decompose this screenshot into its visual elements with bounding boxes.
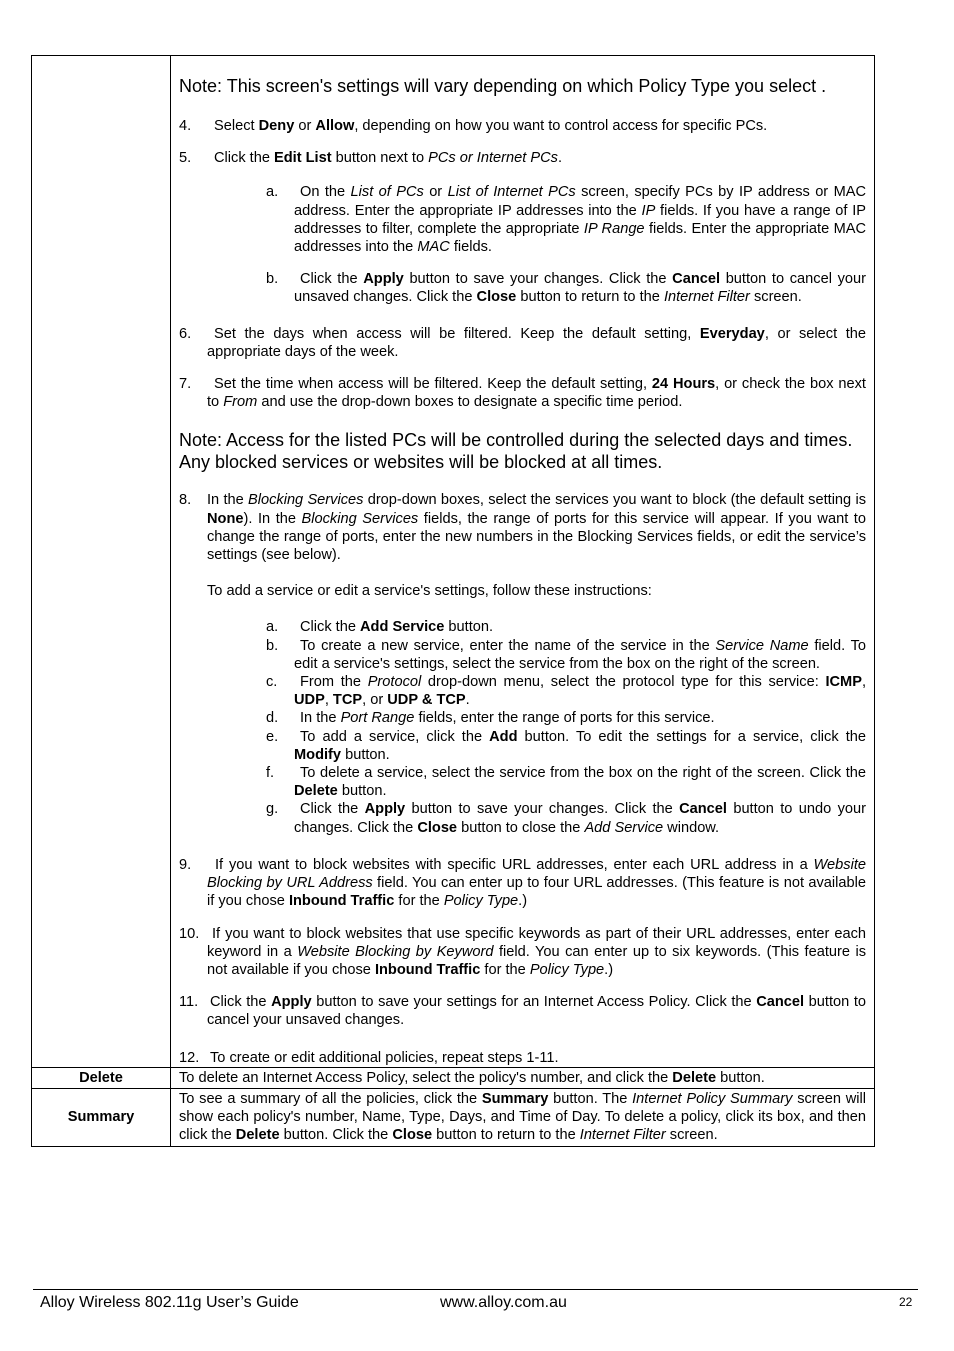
row-label-empty (32, 56, 171, 1067)
step-4: 4. Select Deny or Allow, depending on how you want to control access for specific PCs. (179, 118, 768, 134)
step-8-intro: To add a service or edit a service's settings, follow these instructions: (207, 583, 652, 600)
step-10: 10. If you want to block websites that use specific keywords as part of their URL addresses, enter each keyword in a Website Blocking by Keyword field. You can enter up to six keywords. (This feature is not available if you chose Inbound Traffic for the Policy Type.) (179, 925, 867, 978)
step-5a: a. On the List of PCs or List of Internet PCs screen, specify PCs by IP address or MAC address. Enter the appropriate IP addresses into the IP fields. If you have a range of IP addresses to filter, complete the appropriate IP Range fields. Enter the appropriate MAC addresses into the MAC fields. (266, 184, 867, 256)
delete-description: To delete an Internet Access Policy, select the policy's number, and click the Delete button. (179, 1069, 765, 1086)
instructions-cell (171, 56, 874, 1067)
step-7: 7. Set the time when access will be filtered. Keep the default setting, 24 Hours, or check the box next to From and use the drop-down boxes to designate a specific time period. (179, 376, 866, 411)
footer-guide-title: Alloy Wireless 802.11g User’s Guide (40, 1294, 299, 1311)
step-8: 8. In the Blocking Services drop-down boxes, select the services you want to block (the default setting is None). In the Blocking Services fields, the range of ports for this service will appear. If you want to change the range of ports, enter the new numbers in the Blocking Services fields, or edit the service’s settings (see below). (179, 492, 866, 564)
step-8f: f. To delete a service, select the service from the box on the right of the screen. Click the Delete button. (266, 765, 866, 800)
step-11: 11. Click the Apply button to save your settings for an Internet Access Policy. Click the Cancel button to cancel your unsaved changes. (179, 994, 867, 1029)
table-row (32, 56, 874, 1067)
step-12: 12. To create or edit additional policies, repeat steps 1-11. (179, 1049, 559, 1066)
step-8b: b. To create a new service, enter the name of the service in the Service Name field. To edit a service's settings, select the service from the box on the right of the screen. (266, 637, 866, 672)
table-row-delete (32, 1067, 874, 1088)
step-8d: d. In the Port Range fields, enter the range of ports for this service. (266, 710, 715, 727)
step-5b: b. Click the Apply button to save your changes. Click the Cancel button to cancel your unsaved changes. Click the Close button to return to the Internet Filter screen. (266, 271, 866, 306)
footer-url: www.alloy.com.au (440, 1294, 567, 1311)
summary-description: To see a summary of all the policies, click the Summary button. The Internet Policy Summary screen will show each policy's number, Name, Type, Days, and Time of Day. To delete a policy, click its box, and then click the Delete button. Click the Close button to return to the Internet Filter screen. (179, 1090, 866, 1144)
footer-divider (33, 1289, 918, 1290)
step-8c: c. From the Protocol drop-down menu, select the protocol type for this service: ICMP, UDP, TCP, or UDP & TCP. (266, 674, 866, 709)
row-label-summary: Summary (32, 1089, 171, 1146)
step-8g: g. Click the Apply button to save your changes. Click the Cancel button to undo your changes. Click the Close button to close the Add Service window. (266, 801, 866, 836)
step-9: 9. If you want to block websites with specific URL addresses, enter each URL address in a Website Blocking by URL Address field. You can enter up to four URL addresses. (This feature is not available if you chose Inbound Traffic for the Policy Type.) (179, 856, 866, 910)
row-label-delete: Delete (32, 1068, 171, 1088)
table-row-summary (32, 1088, 874, 1146)
step-8e: e. To add a service, click the Add button. To edit the settings for a service, click the Modify button. (266, 728, 866, 763)
step-6: 6. Set the days when access will be filtered. Keep the default setting, Everyday, or select the appropriate days of the week. (179, 325, 866, 360)
note-policy-type: Note: This screen's settings will vary depending on which Policy Type you select . (179, 76, 827, 96)
page-number: 22 (899, 1295, 913, 1309)
instructions-table (31, 55, 875, 1147)
step-8a: a. Click the Add Service button. (266, 619, 494, 636)
step-5: 5. Click the Edit List button next to PCs or Internet PCs. (179, 150, 562, 167)
note-access: Note: Access for the listed PCs will be controlled during the selected days and times. Any blocked services or websites will be blocked at all times. (179, 430, 853, 473)
